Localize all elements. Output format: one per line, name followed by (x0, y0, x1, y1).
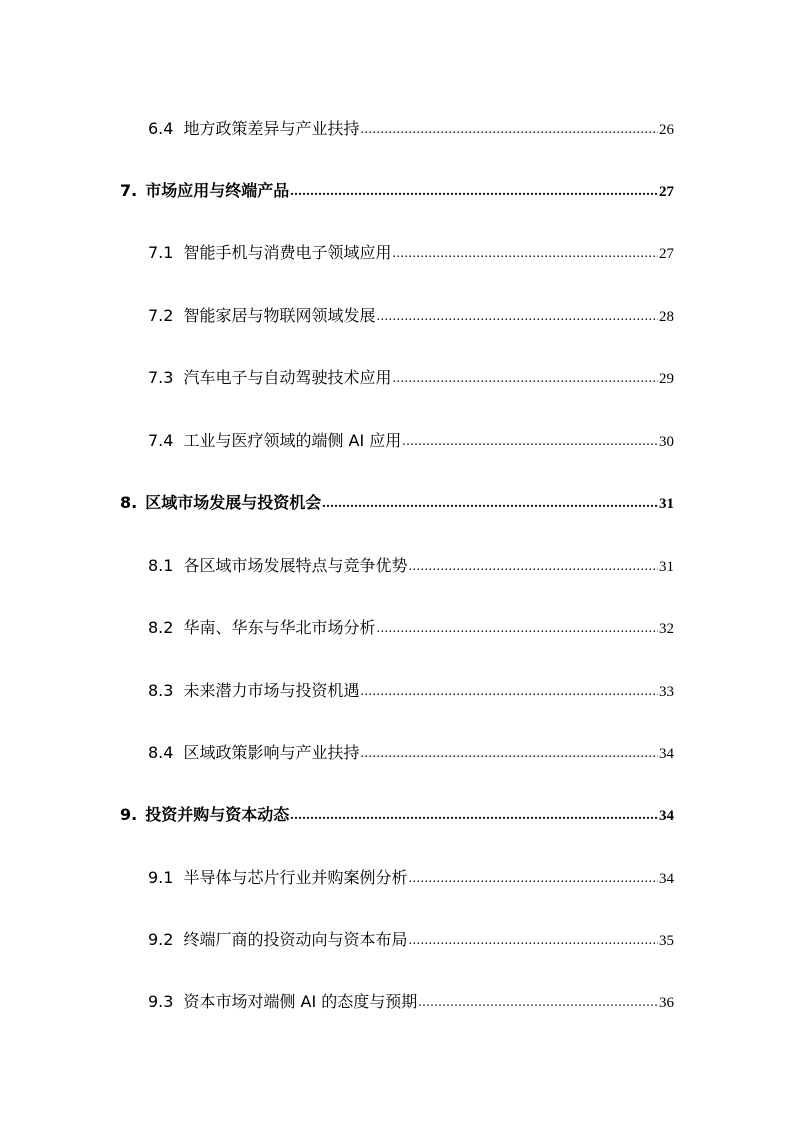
toc-entry-number: 7.3 (148, 368, 174, 387)
toc-page-number: 33 (659, 684, 674, 700)
toc-page-number: 30 (659, 434, 674, 450)
toc-entry-number: 7.2 (148, 306, 174, 325)
toc-entry-title: 汽车电子与自动驾驶技术应用 (183, 368, 392, 387)
toc-page-number: 32 (659, 621, 674, 637)
toc-entry-7-3[interactable] (148, 366, 674, 390)
toc-page-number: 31 (659, 559, 674, 575)
toc-entry-9-3[interactable] (148, 990, 674, 1014)
toc-dot-leader (408, 555, 658, 579)
toc-entry-number: 9. (120, 805, 138, 824)
toc-entry-title: 地方政策差异与产业扶持 (183, 119, 360, 138)
toc-page-number: 34 (659, 871, 674, 887)
toc-entry-title: 各区域市场发展特点与竞争优势 (183, 556, 408, 575)
toc-entry-title: 未来潜力市场与投资机遇 (183, 681, 360, 700)
toc-entry-title: 市场应用与终端产品 (145, 181, 290, 200)
toc-entry-number: 8.4 (148, 743, 174, 762)
toc-entry-9[interactable] (120, 803, 674, 827)
toc-entry-8-3[interactable] (148, 679, 674, 703)
toc-entry-title: 半导体与芯片行业并购案例分析 (183, 868, 408, 887)
toc-dot-leader (402, 430, 658, 454)
toc-entry-6-4[interactable] (148, 117, 674, 141)
toc-entry-7-2[interactable] (148, 304, 674, 328)
toc-entry-8[interactable] (120, 491, 674, 515)
toc-entry-title: 终端厂商的投资动向与资本布局 (183, 930, 408, 949)
toc-page-number: 28 (659, 309, 674, 325)
toc-entry-title: 资本市场对端侧 AI 的态度与预期 (183, 992, 418, 1011)
toc-page-number: 29 (659, 371, 674, 387)
toc-page-number: 36 (659, 995, 674, 1011)
toc-entry-title: 投资并购与资本动态 (145, 805, 290, 824)
toc-entry-title: 区域市场发展与投资机会 (145, 493, 322, 512)
toc-entry-number: 9.3 (148, 992, 174, 1011)
toc-entry-number: 8.2 (148, 618, 174, 637)
toc-dot-leader (360, 118, 658, 142)
toc-entry-8-1[interactable] (148, 554, 674, 578)
toc-dot-leader (360, 680, 658, 704)
toc-page-number: 34 (659, 746, 674, 762)
toc-dot-leader (290, 804, 658, 828)
toc-entry-number: 7.1 (148, 243, 174, 262)
toc-entry-number: 8.3 (148, 681, 174, 700)
toc-dot-leader (392, 242, 658, 266)
toc-entry-number: 9.2 (148, 930, 174, 949)
toc-dot-leader (376, 305, 658, 329)
toc-page-number: 27 (659, 246, 674, 262)
toc-entry-number: 9.1 (148, 868, 174, 887)
toc-entry-9-2[interactable] (148, 928, 674, 952)
toc-entry-7[interactable] (120, 179, 674, 203)
toc-dot-leader (360, 742, 658, 766)
toc-entry-7-4[interactable] (148, 429, 674, 453)
toc-entry-title: 工业与医疗领域的端侧 AI 应用 (183, 431, 402, 450)
toc-entry-8-2[interactable] (148, 616, 674, 640)
toc-dot-leader (376, 617, 658, 641)
toc-entry-title: 智能手机与消费电子领域应用 (183, 243, 392, 262)
toc-entry-number: 6.4 (148, 119, 174, 138)
toc-dot-leader (418, 991, 658, 1015)
toc-entry-title: 区域政策影响与产业扶持 (183, 743, 360, 762)
toc-entry-number: 8. (120, 493, 138, 512)
toc-entry-title: 智能家居与物联网领域发展 (183, 306, 376, 325)
toc-page-number: 31 (659, 496, 674, 512)
toc-page-number: 35 (659, 933, 674, 949)
toc-entry-7-1[interactable] (148, 241, 674, 265)
toc-entry-number: 7. (120, 181, 138, 200)
toc-entry-9-1[interactable] (148, 866, 674, 890)
toc-page-number: 34 (659, 808, 674, 824)
toc-dot-leader (408, 929, 658, 953)
toc-dot-leader (408, 867, 658, 891)
toc-dot-leader (290, 180, 658, 204)
toc-dot-leader (322, 492, 658, 516)
toc-entry-8-4[interactable] (148, 741, 674, 765)
toc-page-number: 27 (659, 184, 674, 200)
toc-entry-number: 7.4 (148, 431, 174, 450)
toc-entry-number: 8.1 (148, 556, 174, 575)
toc-page-number: 26 (659, 122, 674, 138)
toc-dot-leader (392, 367, 658, 391)
toc-entry-title: 华南、华东与华北市场分析 (183, 618, 376, 637)
